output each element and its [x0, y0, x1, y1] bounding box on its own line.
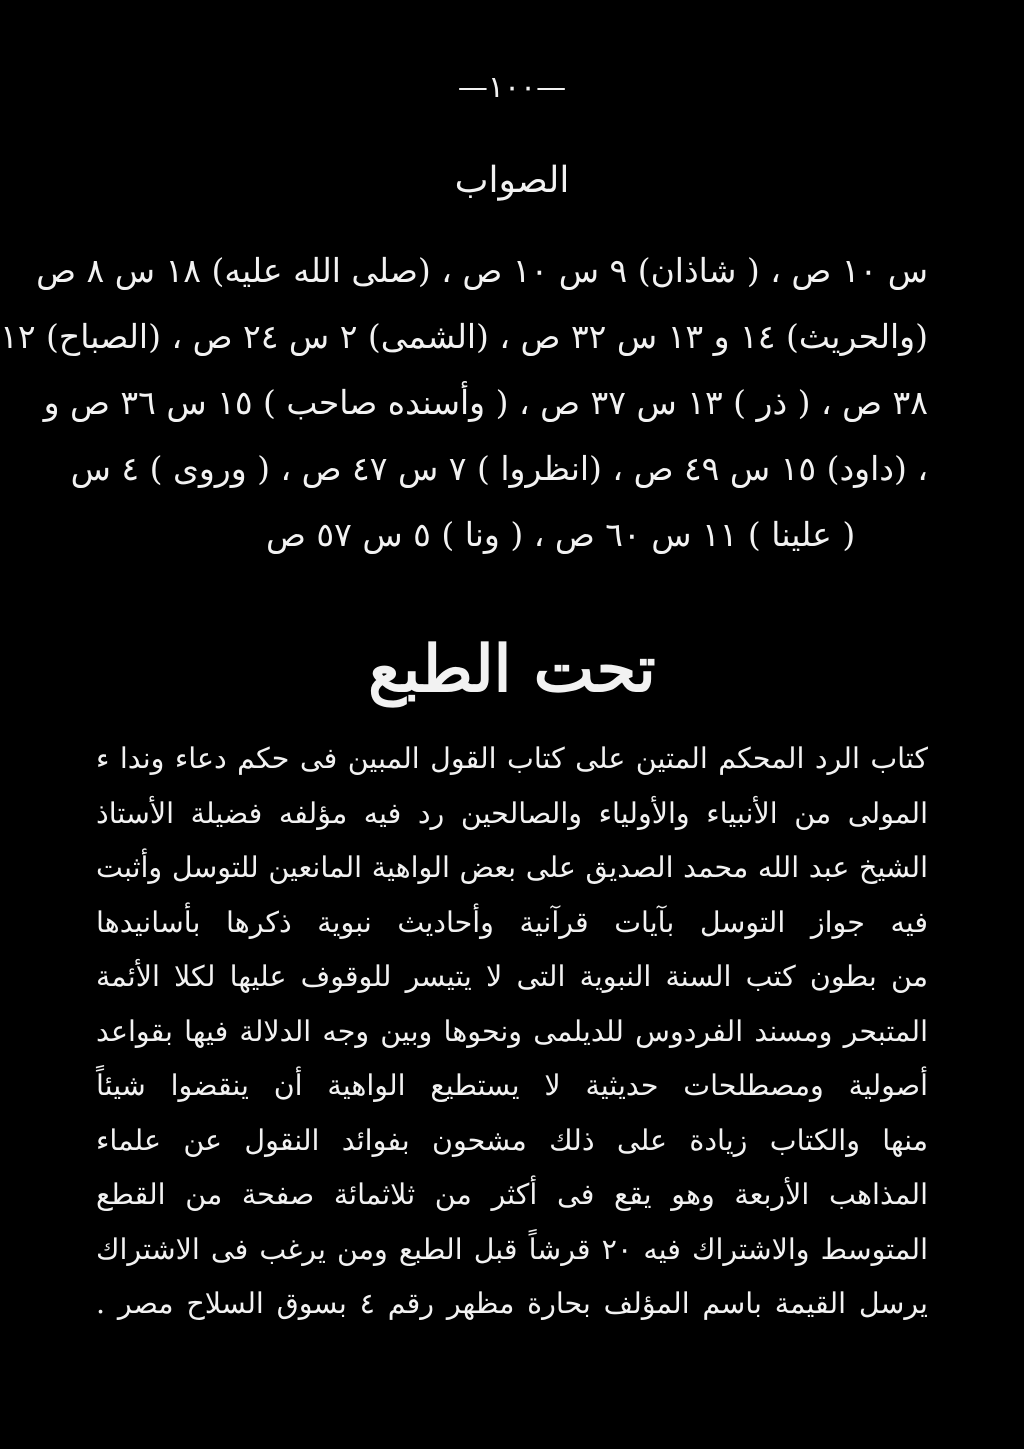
under-print-heading: تحت الطبع: [368, 632, 656, 707]
page-number: —١٠٠—: [457, 70, 567, 105]
announcement-line: يرسل القيمة باسم المؤلف بحارة مظهر رقم ٤ بسوق السلاح مصر .: [96, 1287, 928, 1320]
announcement-line: فيه جواز التوسل بآيات قرآنية وأحاديث نبوية ذكرها بأسانيدها: [96, 905, 928, 939]
errata-line: س ١٠ ص ، ( شاذان) ٩ س ١٠ ص ، (صلى الله عليه) ١٨ س ٨ ص: [36, 251, 928, 290]
errata-line: ٣٨ ص ، ( ذر ) ١٣ س ٣٧ ص ، ( وأسنده صاحب ) ١٥ س ٣٦ ص و: [43, 383, 928, 422]
announcement-line: من بطون كتب السنة النبوية التى لا يتيسر للوقوف عليها لكلا الأئمة: [96, 960, 928, 993]
announcement-line: أصولية ومصطلحات حديثية لا يستطيع الواهية أن ينقضوا شيئاً: [96, 1069, 928, 1102]
errata-line: ، (داود) ١٥ س ٤٩ ص ، (انظروا ) ٧ س ٤٧ ص ، ( وروى ) ٤ س: [70, 449, 928, 488]
errata-line: ( علينا ) ١١ س ٦٠ ص ، ( ونا ) ٥ س ٥٧ ص: [266, 515, 856, 554]
announcement-line: المتبحر ومسند الفردوس للديلمى ونحوها وبين وجه الدلالة فيها بقواعد: [96, 1014, 928, 1048]
announcement-line: كتاب الرد المحكم المتين على كتاب القول المبين فى حكم دعاء وندا ء: [96, 742, 928, 775]
errata-line: (والحريث) ١٤ و ١٣ س ٣٢ ص ، (الشمى) ٢ س ٢٤ ص ، (الصباح) ١٢: [0, 317, 928, 356]
announcement-line: المذاهب الأربعة وهو يقع فى أكثر من ثلاثمائة صفحة من القطع: [96, 1178, 928, 1211]
announcement-line: المتوسط والاشتراك فيه ٢٠ قرشاً قبل الطبع ومن يرغب فى الاشتراك: [96, 1232, 928, 1266]
book-announcement: [96, 732, 928, 1332]
announcement-line: منها والكتاب زيادة على ذلك مشحون بفوائد النقول عن علماء: [96, 1123, 928, 1157]
section-title: الصواب: [454, 160, 570, 201]
announcement-line: الشيخ عبد الله محمد الصديق على بعض الواهية المانعين للتوسل وأثبت: [96, 851, 928, 884]
announcement-line: المولى من الأنبياء والأولياء والصالحين رد فيه مؤلفه فضيلة الأستاذ: [96, 796, 928, 830]
errata-list: [0, 238, 928, 568]
